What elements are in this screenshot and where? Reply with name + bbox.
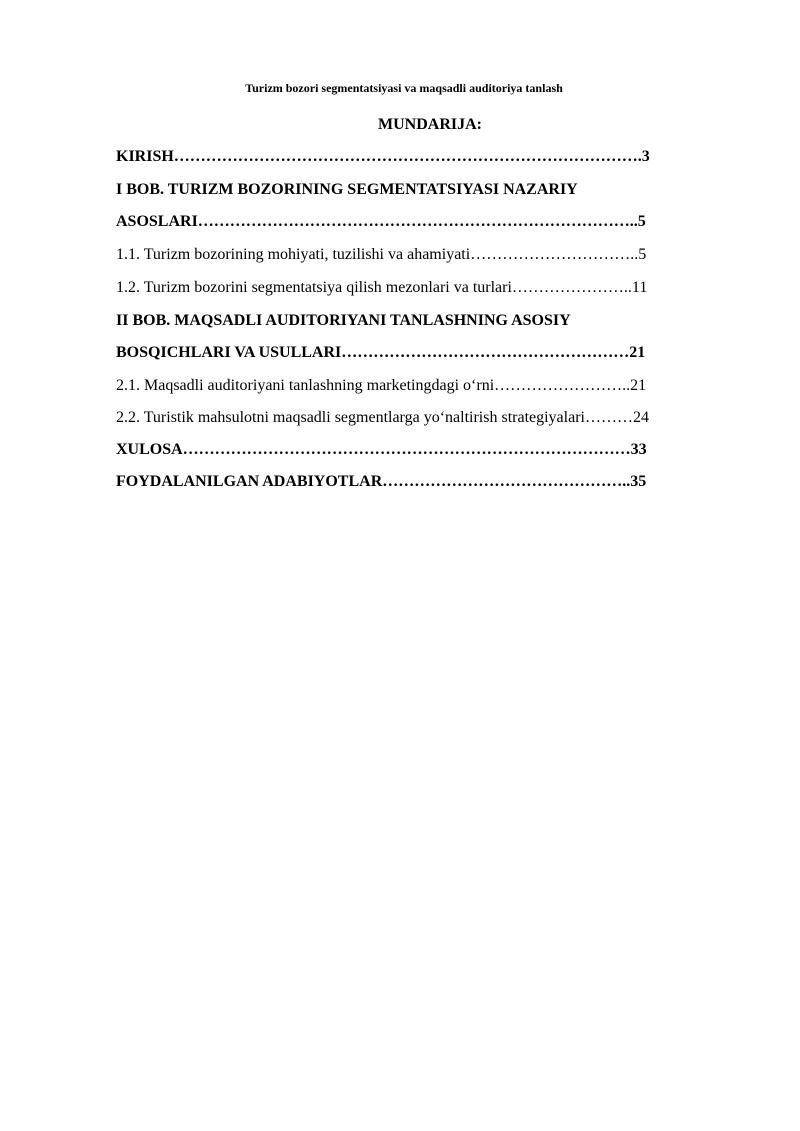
toc-entry-adabiyotlar: FOYDALANILGAN ADABIYOTLAR………………………………………..35 xyxy=(116,473,647,490)
toc-chapter-1-heading-cont: ASOSLARI………………………………………………………………………..5 xyxy=(116,213,646,230)
document-title: Turizm bozori segmentatsiyasi va maqsadli auditoriya tanlash xyxy=(245,81,563,95)
toc-section-2-2: 2.2. Turistik mahsulotni maqsadli segmentlarga yo‘naltirish strategiyalari………24 xyxy=(116,409,649,426)
toc-entry-kirish: KIRISH…………………………………………………………………………….3 xyxy=(116,148,650,165)
toc-entry-xulosa: XULOSA…………………………………………………………………………33 xyxy=(116,441,647,458)
toc-chapter-1-heading: I BOB. TURIZM BOZORINING SEGMENTATSIYASI NAZARIY xyxy=(116,181,578,198)
toc-chapter-2-heading: II BOB. MAQSADLI AUDITORIYANI TANLASHNING ASOSIY xyxy=(116,312,571,329)
toc-section-1-1: 1.1. Turizm bozorining mohiyati, tuzilishi va ahamiyati…………………………..5 xyxy=(116,246,647,263)
toc-heading: MUNDARIJA: xyxy=(378,116,482,133)
toc-section-2-1: 2.1. Maqsadli auditoriyani tanlashning marketingdagi o‘rni……………………..21 xyxy=(116,377,647,394)
toc-section-1-2: 1.2. Turizm bozorini segmentatsiya qilish mezonlari va turlari…………………..11 xyxy=(116,279,648,296)
toc-chapter-2-heading-cont: BOSQICHLARI VA USULLARI………………………………………………21 xyxy=(116,344,646,361)
